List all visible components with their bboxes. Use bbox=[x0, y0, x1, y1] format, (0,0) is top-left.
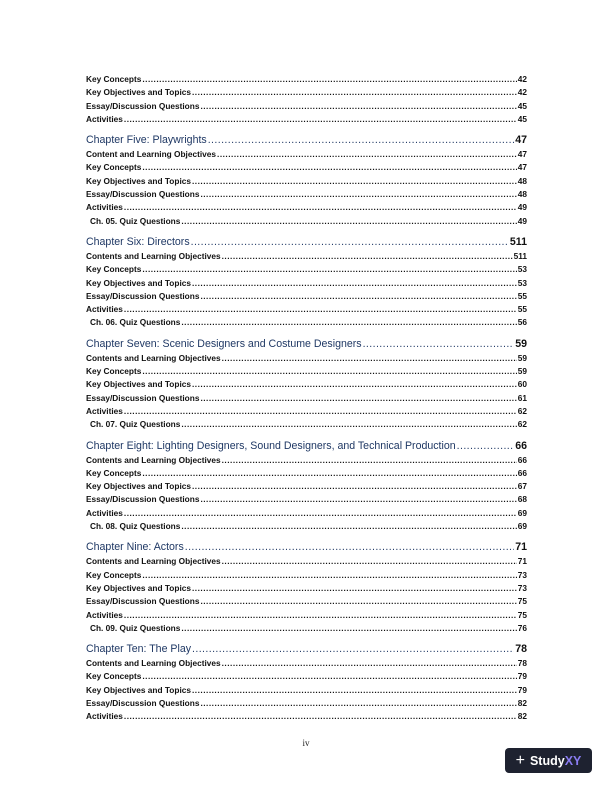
dot-leader bbox=[181, 520, 516, 533]
dot-leader bbox=[200, 697, 516, 710]
dot-leader bbox=[181, 418, 516, 431]
entry-title: Activities bbox=[86, 711, 123, 722]
dot-leader bbox=[192, 641, 514, 657]
entry-page: 48 bbox=[517, 189, 527, 200]
dot-leader bbox=[124, 201, 517, 214]
toc-entry[interactable] bbox=[86, 657, 527, 670]
dot-leader bbox=[200, 493, 516, 506]
dot-leader bbox=[185, 539, 514, 555]
entry-page: 82 bbox=[517, 697, 527, 708]
dot-leader bbox=[124, 303, 517, 316]
dot-leader bbox=[192, 175, 517, 188]
chapter-page: 78 bbox=[515, 643, 527, 656]
toc-entry[interactable] bbox=[86, 555, 527, 568]
entry-page: 59 bbox=[517, 352, 527, 363]
entry-title: Key Objectives and Topics bbox=[86, 379, 191, 390]
toc-entry[interactable] bbox=[86, 710, 527, 723]
toc-entry[interactable] bbox=[86, 201, 527, 214]
entry-title: Essay/Discussion Questions bbox=[86, 100, 200, 111]
dot-leader bbox=[200, 188, 516, 201]
entry-title: Key Concepts bbox=[86, 264, 142, 275]
chapter-title: Chapter Five: Playwrights bbox=[86, 134, 207, 147]
toc-entry[interactable] bbox=[86, 622, 527, 635]
entry-title: Key Concepts bbox=[86, 671, 142, 682]
entry-page: 45 bbox=[517, 113, 527, 124]
chapter-title: Chapter Eight: Lighting Designers, Sound Designers, and Technical Production bbox=[86, 439, 456, 452]
toc-entry[interactable] bbox=[86, 392, 527, 405]
studyxy-badge[interactable] bbox=[505, 748, 592, 773]
entry-title: Ch. 08. Quiz Questions bbox=[90, 521, 181, 532]
dot-leader bbox=[222, 555, 517, 568]
entry-title: Content and Learning Objectives bbox=[86, 149, 217, 160]
dot-leader bbox=[142, 73, 516, 86]
page-number: iv bbox=[302, 738, 310, 748]
entry-page: 75 bbox=[517, 609, 527, 620]
entry-page: 67 bbox=[517, 481, 527, 492]
entry-title: Key Concepts bbox=[86, 74, 142, 84]
entry-title: Essay/Discussion Questions bbox=[86, 494, 200, 505]
toc-entry[interactable] bbox=[86, 263, 527, 276]
entry-title: Essay/Discussion Questions bbox=[86, 290, 200, 301]
entry-title: Essay/Discussion Questions bbox=[86, 596, 200, 607]
dot-leader bbox=[192, 582, 517, 595]
toc-entry[interactable] bbox=[86, 73, 527, 86]
entry-title: Key Objectives and Topics bbox=[86, 481, 191, 492]
toc-entry[interactable] bbox=[86, 161, 527, 174]
entry-title: Key Objectives and Topics bbox=[86, 175, 191, 186]
brand-name: Study bbox=[529, 753, 565, 768]
entry-page: 69 bbox=[517, 507, 527, 518]
dot-leader bbox=[200, 100, 516, 113]
entry-page: 79 bbox=[517, 671, 527, 682]
toc-entry[interactable] bbox=[86, 378, 527, 391]
chapter-section bbox=[86, 539, 527, 635]
entry-page: 79 bbox=[517, 684, 527, 695]
entry-title: Activities bbox=[86, 405, 123, 416]
dot-leader bbox=[181, 316, 516, 329]
entry-page: 47 bbox=[517, 162, 527, 173]
toc-entry[interactable] bbox=[86, 493, 527, 506]
toc-entry[interactable] bbox=[86, 697, 527, 710]
entry-page: 60 bbox=[517, 379, 527, 390]
entry-page: 42 bbox=[517, 74, 527, 84]
dot-leader bbox=[142, 569, 516, 582]
entry-title: Activities bbox=[86, 304, 123, 315]
plus-icon: + bbox=[515, 751, 525, 769]
lead-entries bbox=[86, 73, 527, 126]
dot-leader bbox=[222, 657, 517, 670]
dot-leader bbox=[142, 263, 516, 276]
entry-title: Contents and Learning Objectives bbox=[86, 352, 221, 363]
toc-entry[interactable] bbox=[86, 507, 527, 520]
entry-page: 48 bbox=[517, 175, 527, 186]
entry-page: 47 bbox=[517, 149, 527, 160]
dot-leader bbox=[222, 454, 517, 467]
entry-page: 73 bbox=[517, 582, 527, 593]
entry-page: 73 bbox=[517, 569, 527, 580]
dot-leader bbox=[142, 467, 516, 480]
entry-title: Essay/Discussion Questions bbox=[86, 697, 200, 708]
entry-page: 78 bbox=[517, 658, 527, 669]
toc-entry[interactable] bbox=[86, 250, 527, 263]
entry-title: Activities bbox=[86, 609, 123, 620]
dot-leader bbox=[217, 148, 517, 161]
dot-leader bbox=[457, 438, 515, 454]
dot-leader bbox=[208, 132, 515, 148]
dot-leader bbox=[124, 113, 517, 126]
dot-leader bbox=[192, 378, 517, 391]
toc-entry[interactable] bbox=[86, 352, 527, 365]
chapter-page: 511 bbox=[509, 235, 527, 248]
dot-leader bbox=[142, 670, 516, 683]
chapter-section bbox=[86, 438, 527, 534]
chapter-heading[interactable] bbox=[86, 336, 527, 352]
toc-entry[interactable] bbox=[86, 215, 527, 228]
entry-title: Ch. 06. Quiz Questions bbox=[90, 317, 181, 328]
dot-leader bbox=[142, 365, 516, 378]
toc-entry[interactable] bbox=[86, 303, 527, 316]
toc-entry[interactable] bbox=[86, 595, 527, 608]
entry-page: 56 bbox=[517, 317, 527, 328]
toc-entry[interactable] bbox=[86, 609, 527, 622]
entry-page: 55 bbox=[517, 304, 527, 315]
entry-title: Activities bbox=[86, 507, 123, 518]
entry-title: Essay/Discussion Questions bbox=[86, 189, 200, 200]
toc-entry[interactable] bbox=[86, 569, 527, 582]
entry-title: Activities bbox=[86, 202, 123, 213]
entry-title: Key Objectives and Topics bbox=[86, 87, 191, 98]
entry-title: Ch. 09. Quiz Questions bbox=[90, 622, 181, 633]
entry-page: 53 bbox=[517, 277, 527, 288]
dot-leader bbox=[191, 234, 509, 250]
toc-entry[interactable] bbox=[86, 582, 527, 595]
dot-leader bbox=[124, 609, 517, 622]
chapter-heading[interactable] bbox=[86, 234, 527, 250]
chapter-title: Chapter Ten: The Play bbox=[86, 643, 192, 656]
toc-entry[interactable] bbox=[86, 113, 527, 126]
dot-leader bbox=[124, 507, 517, 520]
chapter-section bbox=[86, 641, 527, 723]
chapter-page: 71 bbox=[515, 541, 527, 554]
entry-title: Key Objectives and Topics bbox=[86, 277, 191, 288]
toc-entry[interactable] bbox=[86, 277, 527, 290]
toc-entry[interactable] bbox=[86, 520, 527, 533]
toc-entry[interactable] bbox=[86, 365, 527, 378]
chapter-page: 59 bbox=[515, 337, 527, 350]
entry-title: Key Concepts bbox=[86, 569, 142, 580]
entry-title: Contents and Learning Objectives bbox=[86, 658, 221, 669]
entry-page: 42 bbox=[517, 87, 527, 98]
dot-leader bbox=[192, 86, 517, 99]
chapter-title: Chapter Seven: Scenic Designers and Costume Designers bbox=[86, 337, 362, 350]
entry-title: Key Objectives and Topics bbox=[86, 684, 191, 695]
toc-entry[interactable] bbox=[86, 670, 527, 683]
entry-page: 511 bbox=[513, 250, 527, 261]
entry-title: Key Concepts bbox=[86, 162, 142, 173]
entry-page: 55 bbox=[517, 290, 527, 301]
dot-leader bbox=[200, 595, 516, 608]
chapter-heading[interactable] bbox=[86, 132, 527, 148]
chapter-section bbox=[86, 234, 527, 330]
dot-leader bbox=[363, 336, 515, 352]
entry-page: 53 bbox=[517, 264, 527, 275]
toc-entry[interactable] bbox=[86, 418, 527, 431]
toc-entry[interactable] bbox=[86, 148, 527, 161]
dot-leader bbox=[222, 250, 513, 263]
dot-leader bbox=[124, 405, 517, 418]
toc-entry[interactable] bbox=[86, 86, 527, 99]
entry-page: 62 bbox=[517, 405, 527, 416]
toc-entry[interactable] bbox=[86, 175, 527, 188]
entry-title: Contents and Learning Objectives bbox=[86, 250, 221, 261]
entry-page: 69 bbox=[517, 521, 527, 532]
dot-leader bbox=[142, 161, 516, 174]
chapter-title: Chapter Six: Directors bbox=[86, 235, 190, 248]
dot-leader bbox=[192, 480, 517, 493]
chapter-section bbox=[86, 336, 527, 432]
dot-leader bbox=[181, 622, 516, 635]
dot-leader bbox=[200, 290, 516, 303]
chapter-page: 47 bbox=[515, 134, 527, 147]
entry-page: 49 bbox=[517, 215, 527, 226]
entry-title: Key Concepts bbox=[86, 366, 142, 377]
entry-title: Key Objectives and Topics bbox=[86, 582, 191, 593]
dot-leader bbox=[192, 277, 517, 290]
entry-page: 75 bbox=[517, 596, 527, 607]
chapter-heading[interactable] bbox=[86, 539, 527, 555]
toc-entry[interactable] bbox=[86, 467, 527, 480]
toc-entry[interactable] bbox=[86, 188, 527, 201]
entry-page: 68 bbox=[517, 494, 527, 505]
entry-title: Ch. 07. Quiz Questions bbox=[90, 419, 181, 430]
entry-page: 76 bbox=[517, 622, 527, 633]
toc-entry[interactable] bbox=[86, 100, 527, 113]
chapter-section bbox=[86, 132, 527, 228]
entry-title: Contents and Learning Objectives bbox=[86, 556, 221, 567]
toc-entry[interactable] bbox=[86, 290, 527, 303]
entry-title: Contents and Learning Objectives bbox=[86, 454, 221, 465]
entry-title: Activities bbox=[86, 113, 123, 124]
toc-entry[interactable] bbox=[86, 454, 527, 467]
entry-page: 45 bbox=[517, 100, 527, 111]
entry-page: 59 bbox=[517, 366, 527, 377]
toc-entry[interactable] bbox=[86, 316, 527, 329]
dot-leader bbox=[124, 710, 517, 723]
chapter-page: 66 bbox=[515, 439, 527, 452]
entry-page: 71 bbox=[517, 556, 527, 567]
entry-page: 49 bbox=[517, 202, 527, 213]
chapter-heading[interactable] bbox=[86, 641, 527, 657]
toc-entry[interactable] bbox=[86, 405, 527, 418]
dot-leader bbox=[200, 392, 516, 405]
toc-entry[interactable] bbox=[86, 684, 527, 697]
entry-page: 61 bbox=[517, 392, 527, 403]
entry-page: 62 bbox=[517, 419, 527, 430]
dot-leader bbox=[181, 215, 516, 228]
chapter-title: Chapter Nine: Actors bbox=[86, 541, 184, 554]
entry-title: Essay/Discussion Questions bbox=[86, 392, 200, 403]
toc-entry[interactable] bbox=[86, 480, 527, 493]
dot-leader bbox=[192, 684, 517, 697]
entry-page: 82 bbox=[517, 711, 527, 722]
entry-page: 66 bbox=[517, 467, 527, 478]
table-of-contents bbox=[86, 73, 527, 724]
brand-accent: XY bbox=[564, 753, 582, 768]
entry-page: 66 bbox=[517, 454, 527, 465]
entry-title: Ch. 05. Quiz Questions bbox=[90, 215, 181, 226]
dot-leader bbox=[222, 352, 517, 365]
chapter-heading[interactable] bbox=[86, 438, 527, 454]
entry-title: Key Concepts bbox=[86, 467, 142, 478]
